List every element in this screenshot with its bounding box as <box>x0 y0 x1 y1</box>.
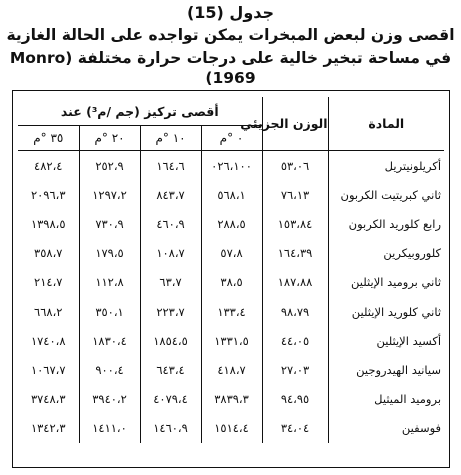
cell-conc-35c: ٣٧٤٨،٣ <box>30 392 66 407</box>
table-row <box>18 414 444 443</box>
cell-mol-weight: ٣٤،٠٤ <box>262 414 328 443</box>
header-temp-20: ٢٠ °م <box>79 126 140 151</box>
table-row <box>18 209 444 238</box>
table-row <box>18 151 444 181</box>
cell-mol-weight: ٤٤،٠٥ <box>262 326 328 355</box>
cell-conc-0c: ٣٨،٥ <box>201 268 262 297</box>
cell-material: ثاني بروميد الإيثلين <box>328 268 444 297</box>
cell-conc-0c: ٠٢٦،١٠٠ <box>201 151 262 181</box>
cell-mol-weight: ٢٧،٠٣ <box>262 355 328 384</box>
cell-mol-weight: ١٥٣،٨٤ <box>262 209 328 238</box>
cell-conc-35c: ٦٦٨،٢ <box>34 304 63 319</box>
table-row <box>18 239 444 268</box>
cell-conc-35c: ١٧٤٠،٨ <box>30 333 66 348</box>
cell-material: ثاني كلوريد الإيثلين <box>328 297 444 326</box>
fumigant-table <box>18 97 444 443</box>
cell-conc-10c: ١٨٥٤،٥ <box>140 326 201 355</box>
cell-conc-35c: ٣٥٨،٧ <box>34 246 63 261</box>
header-temp-35: ٣٥ °م <box>18 126 79 151</box>
cell-conc-35c: ١٣٩٨،٥ <box>30 216 66 231</box>
table-title-line2: في مساحة تبخير خالية على درجات حرارة مختلفة (Monro 1969) <box>9 49 452 87</box>
cell-material: بروميد الميثيل <box>328 385 444 414</box>
cell-conc-20c: ١٢٩٧،٢ <box>79 180 140 209</box>
table-row <box>18 180 444 209</box>
cell-conc-10c: ٢٢٣،٧ <box>140 297 201 326</box>
cell-mol-weight: ١٦٤،٣٩ <box>262 239 328 268</box>
cell-conc-20c: ١٧٩،٥ <box>79 239 140 268</box>
cell-conc-0c: ٤١٨،٧ <box>201 355 262 384</box>
cell-conc-20c: ١١٢،٨ <box>79 268 140 297</box>
cell-conc-35c: ١٣٤٢،٣ <box>30 421 66 436</box>
cell-conc-20c: ٣٥٠،١ <box>79 297 140 326</box>
header-max-conc: أقصى تركيز (جم /م³) عند <box>18 97 262 126</box>
header-temp-0: ٠ °م <box>201 126 262 151</box>
cell-conc-20c: ٣٩٤٠،٢ <box>79 385 140 414</box>
cell-conc-0c: ١٣٣١،٥ <box>201 326 262 355</box>
cell-conc-0c: ١٥١٤،٤ <box>201 414 262 443</box>
table-row <box>18 297 444 326</box>
cell-conc-0c: ٥٧،٨ <box>201 239 262 268</box>
cell-conc-20c: ١٨٣٠،٤ <box>79 326 140 355</box>
cell-conc-10c: ١٦٤،٦ <box>140 151 201 181</box>
cell-conc-0c: ٥٦٨،١ <box>201 180 262 209</box>
cell-mol-weight: ٧٦،١٣ <box>262 180 328 209</box>
cell-material: أكسيد الإيثلين <box>328 326 444 355</box>
cell-conc-10c: ٨٤٣،٧ <box>140 180 201 209</box>
cell-conc-20c: ٢٥٢،٩ <box>79 151 140 181</box>
cell-conc-20c: ٧٣٠،٩ <box>79 209 140 238</box>
table-row <box>18 326 444 355</box>
cell-conc-0c: ٣٨٣٩،٣ <box>201 385 262 414</box>
table-label: جدول (15) <box>186 3 275 22</box>
cell-conc-35c: ١٠٦٧،٧ <box>30 362 66 377</box>
cell-conc-10c: ٦٣،٧ <box>140 268 201 297</box>
table-row <box>18 355 444 384</box>
cell-conc-0c: ٢٨٨،٥ <box>201 209 262 238</box>
table-row <box>18 385 444 414</box>
cell-conc-35c: ٤٨٢،٤ <box>34 158 63 173</box>
cell-conc-0c: ١٣٣،٤ <box>201 297 262 326</box>
cell-conc-20c: ٩٠٠،٤ <box>79 355 140 384</box>
cell-conc-10c: ١٠٨،٧ <box>140 239 201 268</box>
cell-conc-35c: ٢١٤،٧ <box>34 275 63 290</box>
table-body <box>18 151 444 443</box>
table-row <box>18 268 444 297</box>
cell-material: ثاني كبريتيت الكربون <box>328 180 444 209</box>
cell-mol-weight: ٩٨،٧٩ <box>262 297 328 326</box>
cell-conc-20c: ١٤١١،٠ <box>79 414 140 443</box>
header-temp-10: ١٠ °م <box>140 126 201 151</box>
cell-material: كلوروبيكرين <box>328 239 444 268</box>
header-material: المادة <box>328 97 444 151</box>
cell-mol-weight: ٥٣،٠٦ <box>262 151 328 181</box>
cell-conc-10c: ٤٠٧٩،٤ <box>140 385 201 414</box>
cell-conc-10c: ٦٤٣،٤ <box>140 355 201 384</box>
header-mol-weight: الوزن الجزيئي <box>262 97 328 151</box>
table-title-line1: اقصى وزن لبعض المبخرات يمكن تواجده على الحالة الغازية <box>6 26 455 44</box>
cell-material: أكريلونيتريل <box>328 151 444 181</box>
cell-conc-10c: ١٤٦٠،٩ <box>140 414 201 443</box>
cell-mol-weight: ٩٤،٩٥ <box>262 385 328 414</box>
cell-conc-35c: ٢٠٩٦،٣ <box>30 187 66 202</box>
cell-material: رابع كلوريد الكربون <box>328 209 444 238</box>
cell-conc-10c: ٤٦٠،٩ <box>140 209 201 238</box>
cell-material: سيانيد الهيدروجين <box>328 355 444 384</box>
cell-mol-weight: ١٨٧،٨٨ <box>262 268 328 297</box>
cell-material: فوسفين <box>328 414 444 443</box>
